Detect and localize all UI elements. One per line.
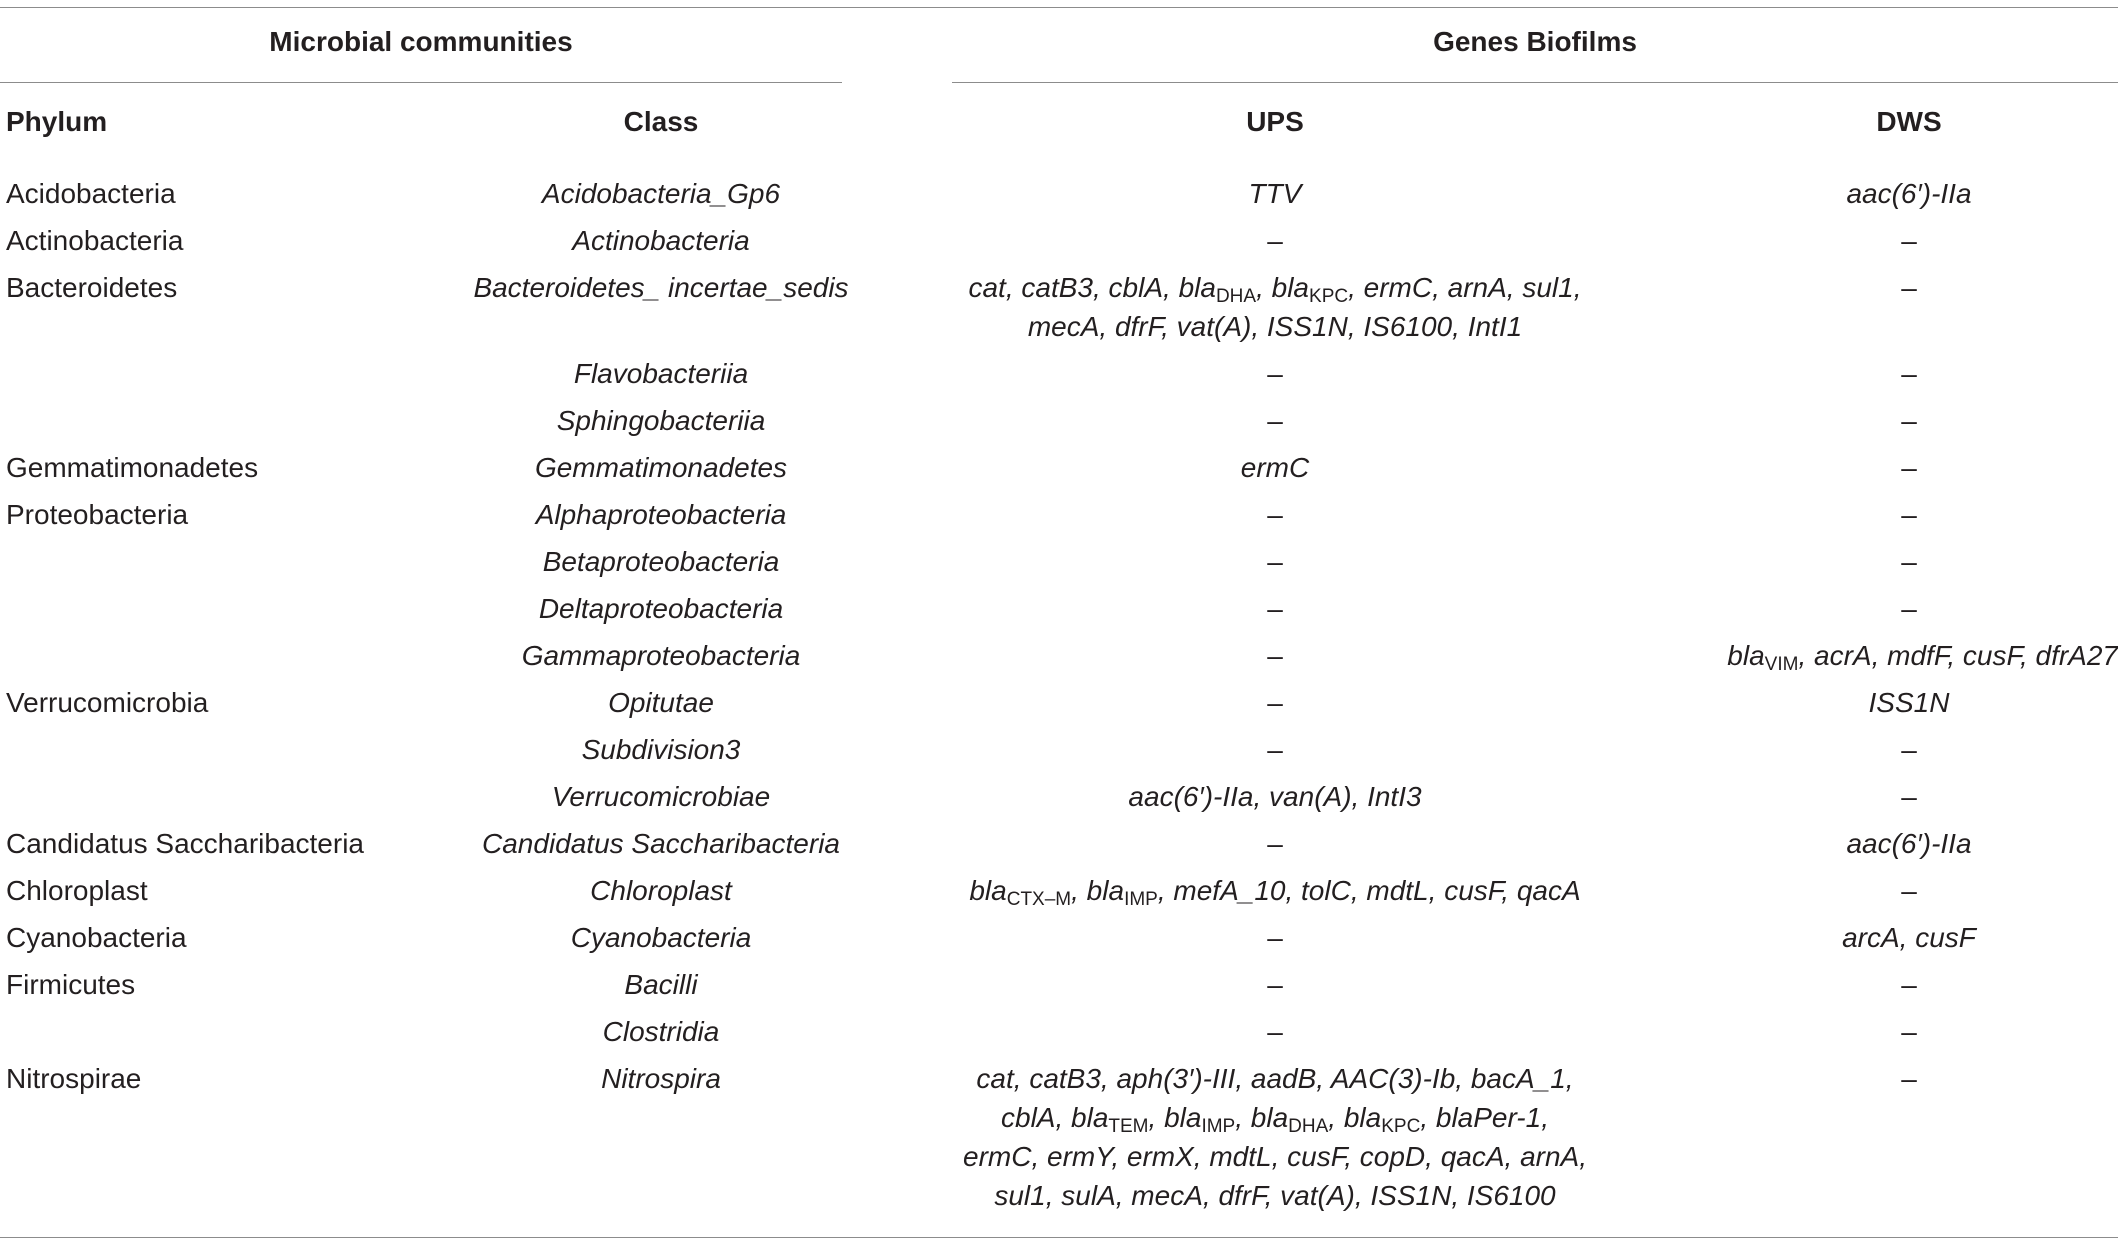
table-row	[0, 824, 2118, 871]
ups-cell: –	[1267, 358, 1283, 389]
ups-subscript: DHA	[1215, 286, 1257, 307]
ups-cell: –	[1267, 969, 1283, 1000]
phylum-cell: Gemmatimonadetes	[6, 452, 259, 483]
ups-subscript: IMP	[1124, 889, 1158, 910]
column-header-phylum: Phylum	[6, 106, 108, 137]
class-cell: Chloroplast	[590, 875, 732, 906]
table-row	[0, 495, 2118, 542]
ups-subscript: KPC	[1309, 286, 1349, 307]
phylum-cell: Candidatus Saccharibacteria	[6, 828, 364, 859]
group-header-microbial-communities: Microbial communities	[269, 26, 573, 57]
dws-cell: –	[1901, 1016, 1917, 1047]
ups-cell: –	[1267, 499, 1283, 530]
dws-cell: –	[1901, 499, 1917, 530]
ups-cell: aac(6′)-IIa, van(A), IntI3	[1128, 781, 1422, 812]
class-cell: Nitrospira	[601, 1063, 721, 1094]
class-cell: Betaproteobacteria	[542, 546, 780, 577]
dws-cell: –	[1901, 1063, 1917, 1094]
group-header-genes-biofilms: Genes Biofilms	[1433, 26, 1637, 57]
group-rule-right	[952, 82, 2118, 83]
class-cell: Alphaproteobacteria	[535, 499, 787, 530]
table-row	[0, 636, 2118, 683]
ups-cell: –	[1267, 1016, 1283, 1047]
phylum-cell: Bacteroidetes	[6, 272, 178, 303]
ups-cell: –	[1267, 922, 1283, 953]
phylum-cell: Acidobacteria	[6, 178, 176, 209]
class-cell: Gammaproteobacteria	[521, 640, 801, 671]
ups-text: , bla	[1071, 875, 1125, 906]
ups-text: sul1, sulA, mecA, dfrF, vat(A), ISS1N, IS6100	[994, 1180, 1556, 1211]
dws-cell: aac(6′)-IIa	[1846, 178, 1972, 209]
top-rule	[0, 7, 2118, 8]
column-header-class: Class	[623, 106, 699, 137]
ups-text: , blaPer-1,	[1420, 1102, 1549, 1133]
table-row	[0, 268, 2118, 354]
ups-cell: TTV	[1248, 178, 1302, 209]
class-cell: Opitutae	[608, 687, 714, 718]
group-rule-left	[0, 82, 842, 83]
ups-cell: ermC	[1240, 452, 1310, 483]
table-row	[0, 683, 2118, 730]
phylum-cell: Proteobacteria	[6, 499, 189, 530]
column-header-ups: UPS	[1246, 106, 1304, 137]
dws-cell: –	[1901, 734, 1917, 765]
table-row	[0, 777, 2118, 824]
ups-text: , bla	[1256, 272, 1310, 303]
class-cell: Clostridia	[602, 1016, 720, 1047]
dws-cell: –	[1901, 546, 1917, 577]
dws-cell: –	[1901, 405, 1917, 436]
phylum-cell: Nitrospirae	[6, 1063, 142, 1094]
ups-cell	[920, 268, 1630, 346]
table-row	[0, 542, 2118, 589]
class-cell: Bacteroidetes_ incertae_sedis	[473, 272, 849, 303]
class-cell: Subdivision3	[581, 734, 741, 765]
table-row	[0, 1059, 2118, 1219]
bottom-rule	[0, 1237, 2118, 1238]
table-row	[0, 221, 2118, 268]
class-cell: Cyanobacteria	[570, 922, 752, 953]
dws-subscript: VIM	[1764, 654, 1799, 675]
dws-cell: ISS1N	[1868, 687, 1950, 718]
dws-text: , acrA, mdfF, cusF, dfrA27	[1798, 640, 2118, 671]
table-body	[0, 174, 2118, 1219]
ups-text: , mefA_10, tolC, mdtL, cusF, qacA	[1157, 875, 1581, 906]
dws-cell: –	[1901, 452, 1917, 483]
dws-cell: –	[1901, 875, 1917, 906]
ups-cell	[920, 1059, 1630, 1215]
class-cell: Verrucomicrobiae	[551, 781, 771, 812]
ups-text: mecA, dfrF, vat(A), ISS1N, IS6100, IntI1	[1027, 311, 1523, 342]
ups-text: , bla	[1235, 1102, 1289, 1133]
table-row	[0, 871, 2118, 918]
dws-cell: arcA, cusF	[1842, 922, 1976, 953]
class-cell: Bacilli	[624, 969, 698, 1000]
ups-text: cat, catB3, aph(3′)-III, aadB, AAC(3)-Ib, bacA_1,	[976, 1063, 1574, 1094]
ups-cell: –	[1267, 828, 1283, 859]
ups-text: , ermC, arnA, sul1,	[1348, 272, 1582, 303]
phylum-cell: Chloroplast	[6, 875, 148, 906]
phylum-cell: Firmicutes	[6, 969, 136, 1000]
table-row	[0, 401, 2118, 448]
ups-subscript: DHA	[1288, 1116, 1329, 1137]
ups-subscript: CTX–M	[1006, 889, 1072, 910]
table-row	[0, 174, 2118, 221]
dws-text: bla	[1727, 640, 1765, 671]
table-row	[0, 918, 2118, 965]
phylum-cell: Cyanobacteria	[6, 922, 187, 953]
table-row	[0, 730, 2118, 777]
table-row	[0, 965, 2118, 1012]
dws-cell: –	[1901, 593, 1917, 624]
ups-cell: –	[1267, 225, 1283, 256]
column-header-dws: DWS	[1876, 106, 1942, 137]
ups-subscript: KPC	[1381, 1116, 1421, 1137]
ups-subscript: IMP	[1201, 1116, 1236, 1137]
dws-cell	[1690, 636, 2118, 675]
dws-cell: –	[1901, 358, 1917, 389]
table-row	[0, 448, 2118, 495]
class-cell: Gemmatimonadetes	[534, 452, 788, 483]
ups-cell: –	[1267, 546, 1283, 577]
table-row	[0, 1012, 2118, 1059]
class-cell: Deltaproteobacteria	[538, 593, 784, 624]
ups-text: , bla	[1148, 1102, 1202, 1133]
class-cell: Flavobacteriia	[573, 358, 749, 389]
ups-cell	[920, 871, 1630, 910]
ups-text: cblA, bla	[1001, 1102, 1109, 1133]
dws-cell: –	[1901, 225, 1917, 256]
ups-cell: –	[1267, 734, 1283, 765]
ups-text: ermC, ermY, ermX, mdtL, cusF, copD, qacA, arnA,	[963, 1141, 1587, 1172]
ups-cell: –	[1267, 593, 1283, 624]
table-row	[0, 589, 2118, 636]
table-row	[0, 354, 2118, 401]
dws-cell: –	[1901, 781, 1917, 812]
ups-cell: –	[1267, 687, 1283, 718]
class-cell: Acidobacteria_Gp6	[541, 178, 781, 209]
phylum-cell: Actinobacteria	[6, 225, 184, 256]
class-cell: Actinobacteria	[572, 225, 750, 256]
dws-cell: aac(6′)-IIa	[1846, 828, 1972, 859]
ups-text: , bla	[1328, 1102, 1382, 1133]
ups-text: bla	[969, 875, 1007, 906]
dws-cell: –	[1901, 272, 1917, 303]
class-cell: Candidatus Saccharibacteria	[482, 828, 840, 859]
ups-subscript: TEM	[1108, 1116, 1149, 1137]
class-cell: Sphingobacteriia	[556, 405, 766, 436]
ups-text: cat, catB3, cblA, bla	[968, 272, 1216, 303]
ups-cell: –	[1267, 405, 1283, 436]
ups-cell: –	[1267, 640, 1283, 671]
phylum-cell: Verrucomicrobia	[6, 687, 209, 718]
dws-cell: –	[1901, 969, 1917, 1000]
